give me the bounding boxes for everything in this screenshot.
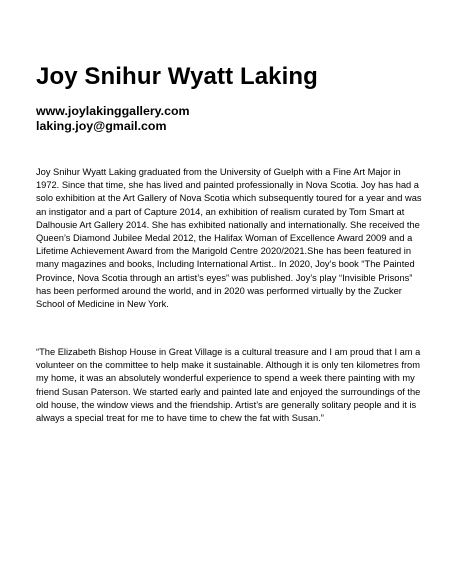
website-text: www.joylakinggallery.com: [36, 104, 190, 118]
email-text: laking.joy@gmail.com: [36, 118, 167, 133]
artist-name-heading: Joy Snihur Wyatt Laking: [36, 63, 318, 90]
contact-block: [36, 104, 190, 133]
quote-paragraph: “The Elizabeth Bishop House in Great Village is a cultural treasure and I am proud that I am a volunteer on the committee to help make it sustainable. Although it is only ten kilometres from my home, it was an absolutely wonderful experience to spend a week there painting with my friend Susan Paterson. We started early and painted late and enjoyed the surroundings of the old house, the window views and the friendship. Artist’s are generally solitary people and it is always a special treat for me to have time to chew the fat with Susan.”: [36, 347, 421, 424]
biography-paragraph: Joy Snihur Wyatt Laking graduated from the University of Guelph with a Fine Art Major in 1972. Since that time, she has lived and painted professionally in Nova Scotia. Joy has had a solo exhibition at the Art Gallery of Nova Scotia which subsequently toured for a year and was an instigator and a part of Capture 2014, an exhibition of realism curated by Tom Smart at Dalhousie Art Gallery 2014. She has exhibited nationally and internationally. She received the Queen’s Diamond Jubilee Medal 2012, the Halifax Woman of Excellence Award 2009 and a Lifetime Achievement Award from the Marigold Centre 2020/2021.She has been featured in many magazines and books, Including International Artist.. In 2020, Joy’s book “The Painted Province, Nova Scotia through an artist’s eyes” was published. Joy’s play “Invisible Prisons” has been performed around the world, and in 2020 was performed virtually by the Zucker School of Medicine in New York.: [36, 167, 422, 310]
